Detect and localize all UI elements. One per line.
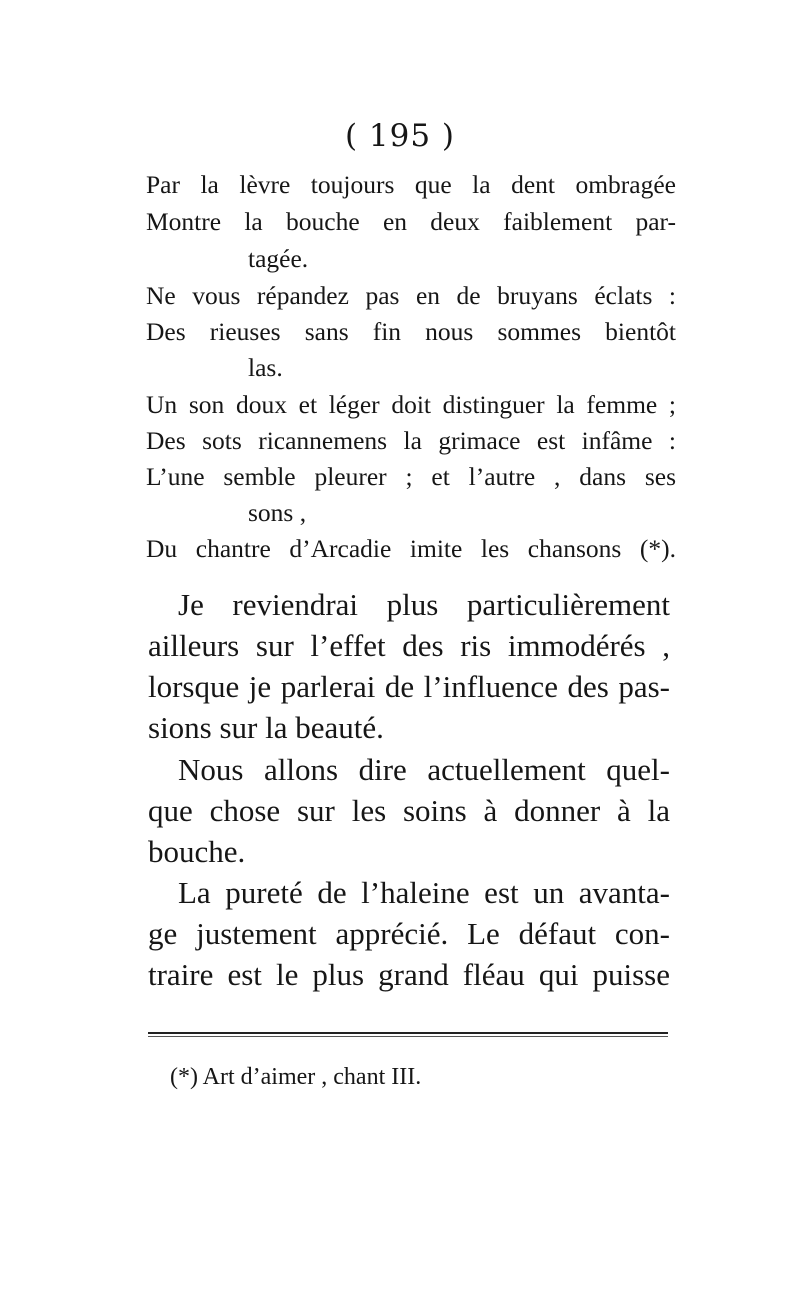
prose-line-6: que chose sur les soins à donner à la [148, 793, 670, 828]
verse-line-4: Ne vous répandez pas en de bruyans éclats : [146, 281, 676, 310]
prose-line-10: traire est le plus grand fléau qui puisse [148, 957, 670, 992]
verse-line-10: sons , [248, 498, 307, 527]
prose-line-1: Je reviendrai plus particulièrement [178, 587, 670, 622]
verse-line-8: Des sots ricannemens la grimace est infâme : [146, 426, 676, 455]
footnote-rule [148, 1032, 668, 1034]
verse-line-5: Des rieuses sans fin nous sommes bientôt [146, 317, 676, 346]
prose-line-4: sions sur la beauté. [148, 710, 384, 745]
prose-line-2: ailleurs sur l’effet des ris immodérés , [148, 628, 670, 663]
verse-line-9: L’une semble pleurer ; et l’autre , dans ses [146, 462, 676, 491]
verse-line-2: Montre la bouche en deux faiblement par- [146, 207, 676, 236]
page-number: ( 195 ) [344, 118, 456, 154]
footnote: (*) Art d’aimer , chant III. [170, 1064, 422, 1090]
prose-line-8: La pureté de l’haleine est un avanta- [178, 875, 670, 910]
prose-line-7: bouche. [148, 834, 246, 869]
prose-line-9: ge justement apprécié. Le défaut con- [148, 916, 670, 951]
verse-line-11: Du chantre d’Arcadie imite les chansons (*). [146, 534, 676, 563]
verse-line-1: Par la lèvre toujours que la dent ombragée [146, 170, 676, 199]
verse-line-6: las. [248, 353, 283, 382]
verse-line-3: tagée. [248, 244, 309, 273]
prose-line-3: lorsque je parlerai de l’influence des pas- [148, 669, 670, 704]
prose-line-5: Nous allons dire actuellement quel- [178, 752, 670, 787]
footnote-rule-thin [148, 1036, 668, 1037]
verse-line-7: Un son doux et léger doit distinguer la femme ; [146, 390, 676, 419]
